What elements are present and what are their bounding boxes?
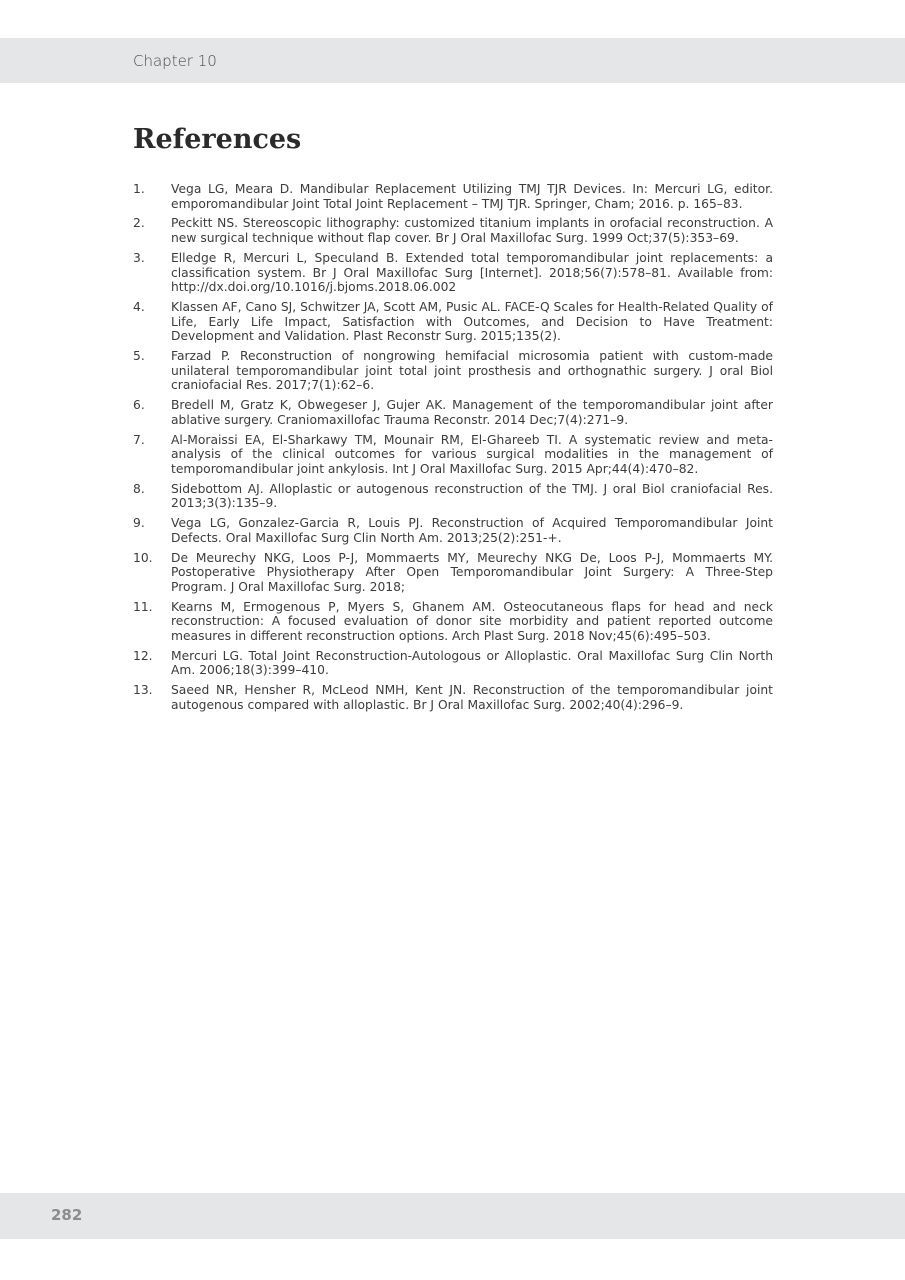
- reference-item: [133, 683, 773, 712]
- reference-item: [133, 251, 773, 295]
- reference-text: Al-Moraissi EA, El-Sharkawy TM, Mounair RM, El-Ghareeb TI. A systematic review and meta-analysis of the clinical outcomes for various surgical modalities in the management of temporomandibular joint ankylosis. Int J Oral Maxillofac Surg. 2015 Apr;44(4):470–82.: [171, 432, 773, 476]
- reference-number: 12.: [133, 648, 153, 663]
- reference-number: 6.: [133, 398, 145, 413]
- reference-item: [133, 482, 773, 511]
- reference-text: Saeed NR, Hensher R, McLeod NMH, Kent JN. Reconstruction of the temporomandibular joint autogenous compared with alloplastic. Br J Oral Maxillofac Surg. 2002;40(4):296–9.: [171, 683, 773, 712]
- reference-item: [133, 182, 773, 211]
- reference-text: Mercuri LG. Total Joint Reconstruction-Autologous or Alloplastic. Oral Maxillofac Surg Clin North Am. 2006;18(3):399–410.: [171, 648, 773, 678]
- running-header: [0, 38, 905, 83]
- reference-item: [133, 600, 773, 644]
- reference-number: 5.: [133, 349, 145, 364]
- reference-text: Farzad P. Reconstruction of nongrowing hemifacial microsomia patient with custom-made unilateral temporomandibular joint total joint prosthesis and orthognathic surgery. J oral Biol craniofacial Res. 2017;7(1):62–6.: [171, 349, 773, 393]
- chapter-label: Chapter 10: [133, 52, 217, 70]
- reference-item: [133, 649, 773, 678]
- reference-text: Vega LG, Meara D. Mandibular Replacement Utilizing TMJ TJR Devices. In: Mercuri LG, editor. emporomandibular Joint Total Joint Replacement – TMJ TJR. Springer, Cham; 2016. p. 165–83.: [171, 182, 773, 211]
- reference-item: [133, 300, 773, 344]
- reference-text: Vega LG, Gonzalez-Garcia R, Louis PJ. Reconstruction of Acquired Temporomandibular Joint Defects. Oral Maxillofac Surg Clin North Am. 2013;25(2):251-+.: [171, 516, 773, 545]
- reference-item: [133, 398, 773, 427]
- reference-list: [133, 182, 773, 718]
- reference-text: Sidebottom AJ. Alloplastic or autogenous reconstruction of the TMJ. J oral Biol craniofacial Res. 2013;3(3):135–9.: [171, 481, 773, 511]
- reference-number: 13.: [133, 683, 153, 698]
- reference-text: Elledge R, Mercuri L, Speculand B. Extended total temporomandibular joint replacements: a classification system. Br J Oral Maxillofac Surg [Internet]. 2018;56(7):578–81. Available from: http://dx.doi.org/10.1016/j.bjoms.2018.06.002: [171, 250, 773, 295]
- page-title: References: [133, 124, 302, 155]
- reference-item: [133, 551, 773, 595]
- reference-text: Bredell M, Gratz K, Obwegeser J, Gujer AK. Management of the temporomandibular joint after ablative surgery. Craniomaxillofac Trauma Reconstr. 2014 Dec;7(4):271–9.: [171, 398, 773, 427]
- reference-number: 4.: [133, 300, 145, 315]
- reference-number: 1.: [133, 182, 145, 196]
- reference-number: 10.: [133, 550, 153, 565]
- reference-number: 9.: [133, 516, 145, 531]
- running-footer: [0, 1193, 905, 1239]
- reference-item: [133, 433, 773, 477]
- reference-item: [133, 516, 773, 545]
- page-number: 282: [51, 1206, 83, 1224]
- reference-text: Klassen AF, Cano SJ, Schwitzer JA, Scott AM, Pusic AL. FACE-Q Scales for Health-Related Quality of Life, Early Life Impact, Satisfaction with Outcomes, and Decision to Have Treatment: Development and Validation. Plast Reconstr Surg. 2015;135(2).: [171, 300, 773, 344]
- reference-item: [133, 349, 773, 393]
- reference-number: 2.: [133, 216, 145, 231]
- reference-text: Peckitt NS. Stereoscopic lithography: customized titanium implants in orofacial reconstruction. A new surgical technique without flap cover. Br J Oral Maxillofac Surg. 1999 Oct;37(5):353–69.: [171, 216, 773, 246]
- reference-text: De Meurechy NKG, Loos P-J, Mommaerts MY, Meurechy NKG De, Loos P-J, Mommaerts MY. Postoperative Physiotherapy After Open Temporomandibular Joint Surgery: A Three-Step Program. J Oral Maxillofac Surg. 2018;: [171, 550, 773, 594]
- reference-item: [133, 216, 773, 245]
- reference-number: 7.: [133, 432, 145, 447]
- reference-number: 8.: [133, 481, 145, 496]
- reference-number: 11.: [133, 599, 153, 614]
- reference-text: Kearns M, Ermogenous P, Myers S, Ghanem AM. Osteocutaneous flaps for head and neck reconstruction: A focused evaluation of donor site morbidity and patient reported outcome measures in different reconstruction options. Arch Plast Surg. 2018 Nov;45(6):495–503.: [171, 599, 773, 643]
- reference-number: 3.: [133, 250, 145, 265]
